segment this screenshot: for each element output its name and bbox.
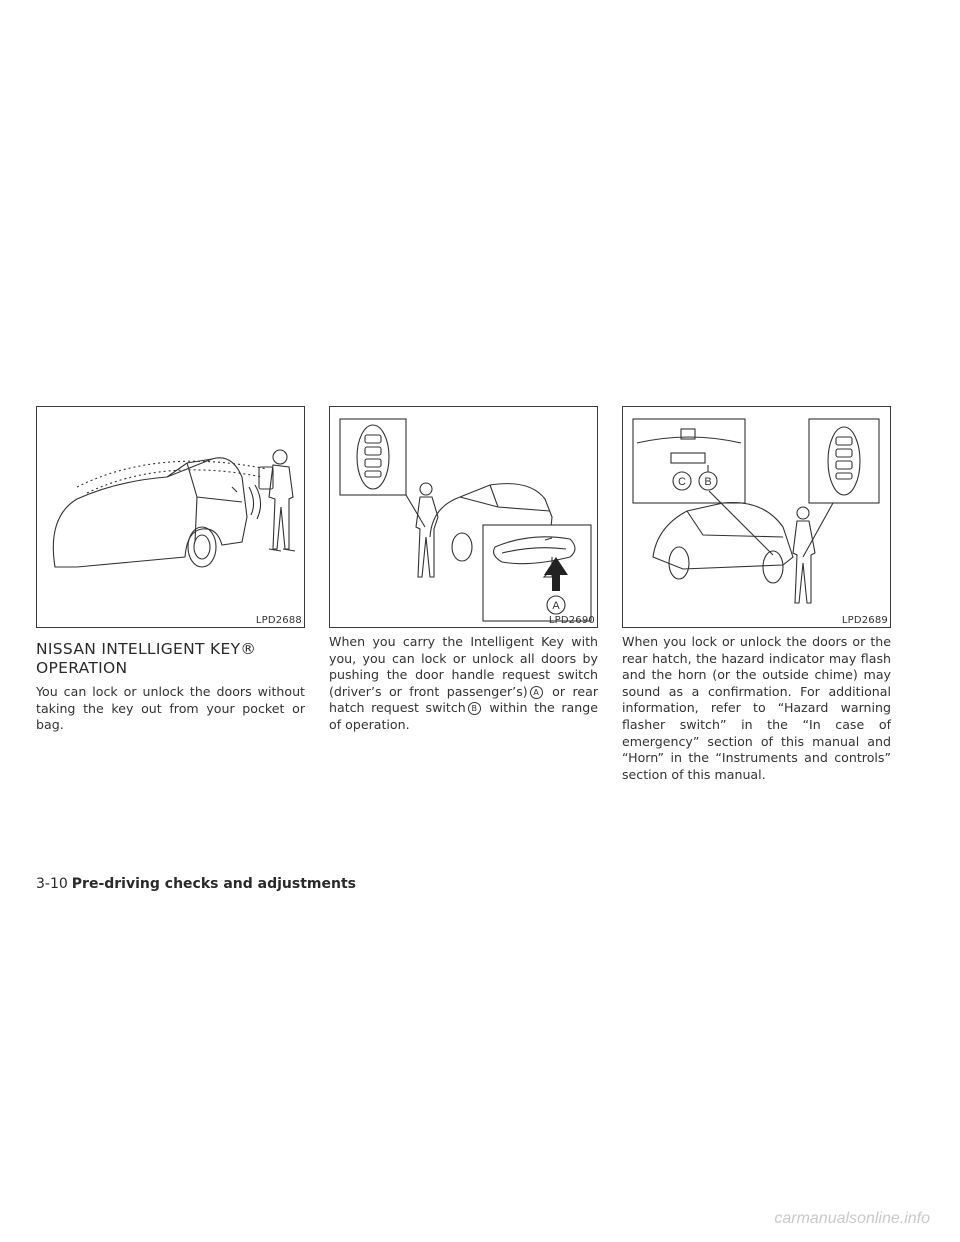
figure-code: LPD2688 <box>255 615 302 626</box>
heading-line-1: NISSAN INTELLIGENT KEY® <box>36 640 257 658</box>
callout-a: A <box>552 600 560 612</box>
page-footer <box>36 876 356 892</box>
column-1 <box>36 406 305 734</box>
callout-a-marker: A <box>530 686 543 699</box>
intro-paragraph: You can lock or unlock the doors without taking the key out from your pocket or bag. <box>36 684 305 733</box>
figure-code: LPD2690 <box>548 615 595 626</box>
door-handle-illustration <box>330 407 597 627</box>
figure-code: LPD2689 <box>841 615 888 626</box>
section-heading <box>36 640 305 678</box>
figure-rear-hatch-switch <box>622 406 891 628</box>
column-2 <box>329 406 598 734</box>
heading-line-2: OPERATION <box>36 659 128 677</box>
request-switch-paragraph <box>329 634 598 734</box>
car-approach-illustration <box>37 407 304 627</box>
footer-section-title: Pre-driving checks and adjustments <box>71 876 356 892</box>
figure-person-approaching-car <box>36 406 305 628</box>
confirmation-paragraph: When you lock or unlock the doors or the rear hatch, the hazard indicator may flash and the horn (or the outside chime) may sound as a confirmation. For additional information, refer to “Hazard warning flasher switch” in the “In case of emergency” section of this manual and “Horn” in the “Instruments and controls” section of this manual. <box>622 634 891 782</box>
watermark: carmanualsonline.info <box>774 1210 930 1227</box>
figure-door-handle-switch <box>329 406 598 628</box>
callout-b: B <box>704 476 712 488</box>
paragraph-part-1: When you carry the Intelligent Key with you, you can lock or unlock all doors by pushing the door handle request switch (driver’s or front passenger’s) <box>329 634 598 699</box>
column-3 <box>622 406 891 783</box>
paragraph-part-3: within the range of operation. <box>329 700 598 732</box>
page-number: 3-10 <box>36 876 68 892</box>
callout-b-marker: B <box>468 702 481 715</box>
callout-c: C <box>678 476 686 488</box>
paragraph-part-2: or rear hatch request switch <box>329 683 598 716</box>
rear-hatch-illustration <box>623 407 890 627</box>
